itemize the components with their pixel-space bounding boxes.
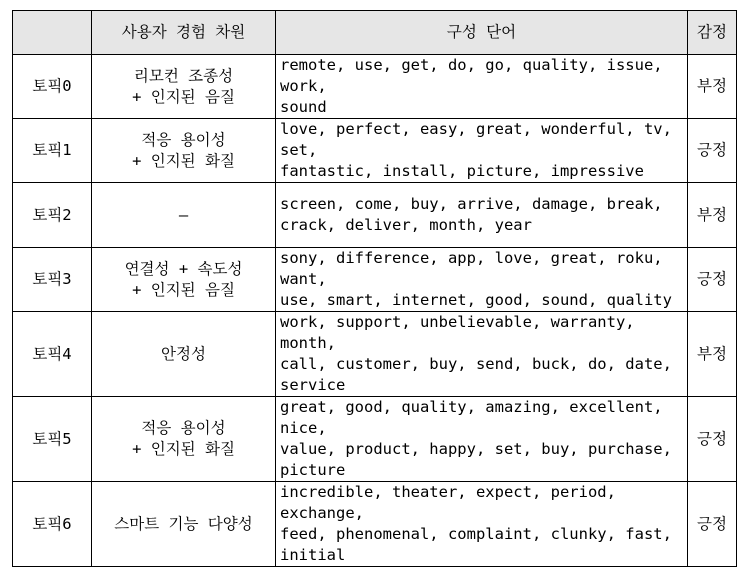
words-line: service [280,376,346,394]
topic-cell: 토픽0 [13,55,92,119]
dimension-cell [92,312,276,397]
words-cell [276,248,688,312]
topic-cell: 토픽3 [13,248,92,312]
words-line: remote, use, get, do, go, quality, issue, work, [280,56,663,95]
words-line: call, customer, buy, send, buck, do, date, [280,355,672,373]
topic-cell: 토픽1 [13,119,92,183]
words-cell [276,312,688,397]
header-row [13,11,737,55]
topic-cell: 토픽5 [13,397,92,482]
table-row [13,482,737,567]
table-row [13,248,737,312]
table-row [13,183,737,248]
dimension-line: + 인지된 화질 [132,440,235,458]
words-line: value, product, happy, set, buy, purchase, [280,440,672,458]
sentiment-cell: 부정 [688,312,737,397]
header-topic [13,11,92,55]
words-cell [276,397,688,482]
header-words: 구성 단어 [276,11,688,55]
words-line: love, perfect, easy, great, wonderful, tv, set, [280,120,672,159]
sentiment-cell: 긍정 [688,397,737,482]
words-line: work, support, unbelievable, warranty, month, [280,313,635,352]
topic-table [12,10,737,567]
words-line: great, good, quality, amazing, excellent, nice, [280,398,663,437]
table-header [13,11,737,55]
table-row [13,119,737,183]
table-row [13,397,737,482]
words-cell [276,55,688,119]
words-line: fantastic, install, picture, impressive [280,162,644,180]
dimension-line: 적응 용이성 [141,130,226,149]
sentiment-cell: 긍정 [688,248,737,312]
dimension-line: + 인지된 화질 [132,151,235,170]
dimension-cell [92,482,276,567]
words-line: sony, difference, app, love, great, roku, want, [280,249,663,288]
table-row [13,55,737,119]
topic-cell: 토픽6 [13,482,92,567]
words-line: use, smart, internet, good, sound, quality [280,291,672,309]
dimension-cell [92,119,276,183]
dimension-line: + 인지된 음질 [132,87,235,106]
words-line: picture [280,461,346,479]
topic-cell: 토픽2 [13,183,92,248]
dimension-cell [92,397,276,482]
header-dimension: 사용자 경험 차원 [92,11,276,55]
dimension-cell [92,55,276,119]
words-cell [276,482,688,567]
dimension-line: – [178,205,189,224]
words-line: sound [280,98,327,116]
words-line: screen, come, buy, arrive, damage, break, [280,195,663,213]
table-row [13,312,737,397]
dimension-line: 리모컨 조종성 [133,66,234,85]
dimension-line: 안정성 [161,344,206,363]
dimension-line: 연결성 + 속도성 [124,259,243,278]
words-line: crack, deliver, month, year [280,216,532,234]
header-sentiment: 감정 [688,11,737,55]
sentiment-cell: 긍정 [688,119,737,183]
dimension-cell [92,248,276,312]
words-cell [276,183,688,248]
sentiment-cell: 부정 [688,55,737,119]
dimension-line: 스마트 기능 다양성 [114,514,253,533]
dimension-line: + 인지된 음질 [132,280,235,299]
words-line: feed, phenomenal, complaint, clunky, fast, initial [280,525,672,564]
topic-cell: 토픽4 [13,312,92,397]
table-body [13,55,737,567]
sentiment-cell: 부정 [688,183,737,248]
words-line: incredible, theater, expect, period, exchange, [280,483,616,522]
words-cell [276,119,688,183]
dimension-line: 적응 용이성 [141,419,226,437]
dimension-cell [92,183,276,248]
sentiment-cell: 긍정 [688,482,737,567]
